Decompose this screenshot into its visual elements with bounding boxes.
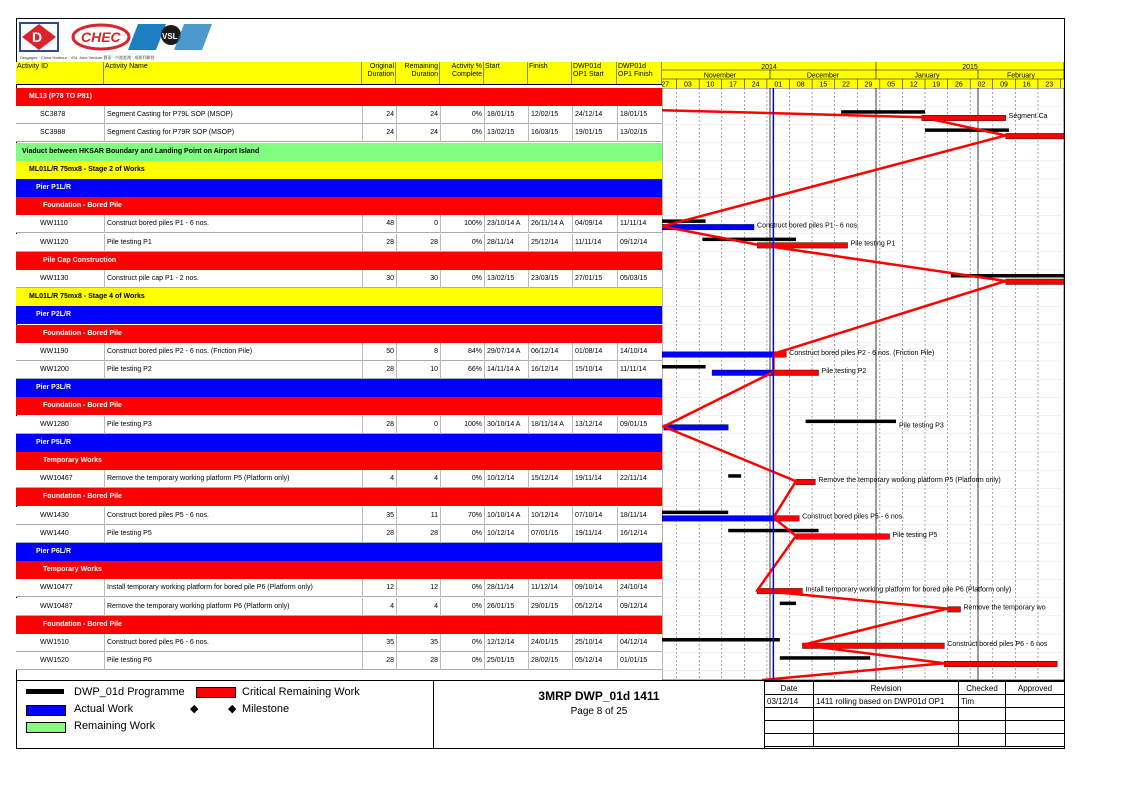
- programme-bar: [662, 365, 706, 369]
- critical-bar: [948, 607, 961, 613]
- wbs-label: Foundation - Bored Pile: [43, 402, 122, 410]
- cell-start: 29/07/14 A: [484, 343, 528, 361]
- column-header: [16, 62, 662, 85]
- wbs-band[interactable]: [16, 379, 662, 397]
- rev-checked: Tim: [959, 695, 1006, 708]
- cell-orig: 28: [362, 361, 394, 379]
- bar-label: Construct bored piles P6 - 6 nos: [947, 641, 1048, 648]
- cell-pct: 84%: [440, 343, 482, 361]
- cell-finish: 07/01/15: [528, 525, 572, 543]
- title-block: [433, 681, 765, 749]
- wbs-label: Foundation - Bored Pile: [43, 329, 122, 337]
- gantt-chart: [662, 88, 1064, 680]
- wbs-label: Temporary Works: [43, 566, 102, 574]
- table-row[interactable]: [16, 652, 662, 670]
- wbs-label: Pier P5L/R: [36, 438, 72, 446]
- cell-rem: 30: [396, 270, 438, 288]
- cell-op1s: 24/12/14: [572, 106, 617, 124]
- wbs-band[interactable]: [16, 306, 662, 324]
- cell-orig: 50: [362, 343, 394, 361]
- col-activity-name[interactable]: Activity Name: [104, 62, 362, 84]
- cell-op1f: 01/01/15: [617, 652, 662, 670]
- cell-name: Segment Casting for P79L SOP (MSOP): [104, 106, 362, 124]
- table-row[interactable]: [16, 215, 662, 233]
- legend-block: [16, 680, 1065, 750]
- table-row[interactable]: [16, 470, 662, 488]
- cell-start: 13/02/15: [484, 270, 528, 288]
- wbs-label: Pier P1L/R: [36, 184, 72, 191]
- table-row[interactable]: [16, 634, 662, 652]
- rev-description: 1411 rolling based on DWP01d OP1: [814, 695, 959, 708]
- legend-milestone-label: Milestone: [242, 703, 290, 715]
- cell-orig: 35: [362, 507, 394, 525]
- week-label: 29: [864, 81, 873, 88]
- table-row[interactable]: [16, 525, 662, 543]
- cell-orig: 28: [362, 234, 394, 252]
- month-label: November: [703, 72, 737, 80]
- table-row[interactable]: [16, 416, 662, 434]
- cell-finish: 16/03/15: [528, 124, 572, 142]
- cell-op1s: 25/10/14: [572, 634, 617, 652]
- cell-op1s: 07/10/14: [572, 507, 617, 525]
- wbs-label: Foundation - Bored Pile: [43, 202, 122, 210]
- cell-orig: 28: [362, 525, 394, 543]
- cell-pct: 0%: [440, 124, 482, 142]
- legend-programme-label: DWP_01d Programme: [74, 686, 185, 698]
- wbs-band[interactable]: [16, 88, 662, 106]
- diamond-icon: ◆: [228, 703, 237, 715]
- legend-critical-label: Critical Remaining Work: [242, 686, 360, 698]
- rev-header-revision: Revision: [814, 682, 959, 695]
- critical-bar: [1006, 133, 1064, 139]
- wbs-band[interactable]: [16, 325, 662, 343]
- cell-finish: 12/02/15: [528, 106, 572, 124]
- cell-start: 13/02/15: [484, 124, 528, 142]
- cell-name: Construct pile cap P1 - 2 nos.: [104, 270, 362, 288]
- cell-op1s: 27/01/15: [572, 270, 617, 288]
- cell-id: WW1130: [40, 275, 69, 282]
- table-row[interactable]: [16, 106, 662, 124]
- bar-label: Install temporary working platform for bored pile P6 (Platform only): [805, 586, 1012, 594]
- week-label: 08: [796, 81, 805, 88]
- col-remaining-duration[interactable]: Remaining Duration: [396, 62, 440, 84]
- week-label: 03: [683, 81, 692, 88]
- cell-name: Remove the temporary working platform P5 (Platform only): [104, 470, 362, 488]
- cell-id: WW1110: [40, 220, 68, 228]
- cell-rem: 28: [396, 652, 438, 670]
- col-percent-complete[interactable]: Activity % Complete: [440, 62, 484, 84]
- cell-orig: 4: [362, 470, 394, 488]
- cell-name: Pile testing P6: [104, 652, 362, 670]
- cell-orig: 35: [362, 634, 394, 652]
- legend-programme-swatch: [26, 689, 64, 694]
- cell-name: Construct bored piles P5 - 6 nos.: [104, 507, 362, 525]
- cell-finish: 06/12/14: [528, 343, 572, 361]
- bar-label: Segment Ca: [1008, 113, 1048, 121]
- cell-name: Pile testing P5: [104, 525, 362, 543]
- cell-op1f: 16/12/14: [617, 525, 662, 543]
- cell-start: 28/11/14: [484, 579, 528, 597]
- logo-vsl: VSL: [162, 32, 178, 41]
- cell-id: WW1520: [40, 657, 69, 665]
- wbs-label: Foundation - Bored Pile: [43, 620, 122, 628]
- critical-bar: [773, 370, 818, 376]
- cell-op1f: 11/11/14: [617, 361, 662, 379]
- cell-orig: 48: [362, 215, 394, 233]
- cell-name: Install temporary working platform for bored pile P6 (Platform only): [104, 579, 362, 597]
- actual-bar: [662, 352, 773, 358]
- cell-rem: 11: [396, 507, 438, 525]
- month-label: January: [914, 72, 940, 80]
- rev-date: 03/12/14: [765, 695, 814, 708]
- page-number: Page 8 of 25: [570, 706, 628, 717]
- critical-bar: [1006, 279, 1064, 285]
- cell-rem: 4: [396, 598, 438, 616]
- cell-pct: 0%: [440, 652, 482, 670]
- cell-id: WW1510: [40, 639, 69, 646]
- wbs-label: Pier P3L/R: [36, 384, 72, 392]
- cell-id: WW1280: [40, 420, 69, 428]
- cell-rem: 4: [396, 470, 438, 488]
- rev-header-checked: Checked: [959, 682, 1006, 695]
- rev-header-date: Date: [765, 682, 814, 695]
- timescale-svg: [662, 62, 1064, 88]
- week-label: 27: [662, 81, 670, 88]
- cell-finish: 25/12/14: [528, 234, 572, 252]
- cell-rem: 24: [396, 106, 438, 124]
- cell-rem: 28: [396, 525, 438, 543]
- cell-op1s: 13/12/14: [572, 416, 617, 434]
- logo-chec: CHEC: [81, 29, 121, 45]
- wbs-label: ML13 (P78 TO P81): [29, 93, 92, 100]
- cell-finish: 10/12/14: [528, 507, 572, 525]
- cell-pct: 0%: [440, 470, 482, 488]
- cell-pct: 100%: [440, 416, 482, 434]
- week-label: 24: [751, 81, 760, 88]
- cell-finish: 28/02/15: [528, 652, 572, 670]
- wbs-band[interactable]: [16, 252, 662, 270]
- wbs-band[interactable]: [16, 561, 662, 579]
- wbs-band[interactable]: [16, 161, 662, 179]
- timescale-header: [662, 62, 1064, 89]
- rev-header-approved: Approved: [1006, 682, 1065, 695]
- cell-pct: 0%: [440, 579, 482, 597]
- cell-start: 10/12/14: [484, 470, 528, 488]
- week-label: 16: [1022, 81, 1031, 88]
- cell-orig: 24: [362, 106, 394, 124]
- week-label: 12: [909, 81, 918, 88]
- actual-bar: [712, 370, 773, 376]
- cell-pct: 70%: [440, 507, 482, 525]
- revision-table: [764, 681, 1065, 747]
- cell-finish: 16/12/14: [528, 361, 572, 379]
- cell-pct: 0%: [440, 270, 482, 288]
- cell-op1f: 22/11/14: [617, 470, 662, 488]
- cell-op1s: 19/11/14: [572, 525, 617, 543]
- cell-id: WW10487: [40, 602, 73, 610]
- programme-bar: [780, 602, 796, 606]
- cell-orig: 12: [362, 579, 394, 597]
- cell-op1f: 05/03/15: [617, 270, 662, 288]
- table-row[interactable]: [16, 361, 662, 379]
- cell-rem: 10: [396, 361, 438, 379]
- cell-op1s: 19/01/15: [572, 124, 617, 142]
- cell-name: Construct bored piles P1 - 6 nos.: [104, 215, 362, 233]
- cell-finish: 23/03/15: [528, 270, 572, 288]
- programme-bar: [662, 511, 728, 514]
- cell-op1f: 18/01/15: [617, 106, 662, 124]
- cell-finish: 11/12/14: [528, 579, 572, 597]
- legend-critical-swatch: [196, 687, 236, 698]
- cell-finish: 29/01/15: [528, 598, 572, 616]
- cell-name: Pile testing P2: [104, 361, 362, 379]
- week-label: 01: [774, 81, 783, 88]
- programme-bar: [925, 128, 1009, 132]
- cell-orig: 24: [362, 124, 394, 142]
- year-label: 2015: [962, 64, 978, 71]
- bar-label: Remove the temporary wo: [963, 604, 1046, 612]
- cell-start: 14/11/14 A: [484, 361, 528, 379]
- cell-pct: 0%: [440, 598, 482, 616]
- cell-start: 26/01/15: [484, 598, 528, 616]
- cell-name: Remove the temporary working platform P6 (Platform only): [104, 598, 362, 616]
- cell-start: 25/01/15: [484, 652, 528, 670]
- bar-label: Pile testing P3: [898, 422, 944, 430]
- bar-label: Pile testing P5: [892, 531, 938, 539]
- cell-start: 23/10/14 A: [484, 215, 528, 233]
- programme-bar: [702, 238, 796, 242]
- cell-id: WW1190: [40, 347, 69, 355]
- logo-d: D: [32, 29, 43, 45]
- cell-pct: 0%: [440, 525, 482, 543]
- wbs-band[interactable]: [16, 488, 662, 506]
- month-label: December: [806, 72, 840, 80]
- cell-op1f: 09/12/14: [617, 234, 662, 252]
- bar-label: Construct bored piles P5 - 6 nos.: [802, 513, 905, 521]
- cell-pct: 0%: [440, 106, 482, 124]
- cell-id: WW10467: [40, 475, 73, 483]
- wbs-band[interactable]: [16, 179, 662, 197]
- logo-caption: Dragages · China Harbour · VSL Joint Venture 寶嘉 · 中港港灣 · 威勝利聯營: [20, 55, 155, 60]
- cell-rem: 0: [396, 416, 438, 434]
- bar-label: Remove the temporary working platform P5 (Platform only): [818, 477, 1001, 485]
- week-label: 26: [954, 81, 963, 88]
- critical-bar: [796, 479, 815, 485]
- year-label: 2014: [761, 64, 777, 71]
- wbs-label: Pile Cap Construction: [43, 256, 117, 264]
- wbs-band[interactable]: [16, 288, 662, 306]
- legend-remaining-label: Remaining Work: [74, 720, 156, 732]
- cell-id: WW1430: [40, 511, 69, 519]
- cell-op1s: 11/11/14: [572, 234, 617, 252]
- wbs-band[interactable]: [16, 397, 662, 415]
- cell-finish: 24/01/15: [528, 634, 572, 652]
- table-row[interactable]: [16, 598, 662, 616]
- col-op1-finish[interactable]: DWP01d OP1 Finish: [617, 62, 662, 84]
- week-label: 19: [932, 81, 941, 88]
- wbs-band[interactable]: [16, 616, 662, 634]
- cell-rem: 12: [396, 579, 438, 597]
- legend-actual-label: Actual Work: [74, 703, 134, 715]
- bar-label: Pile testing P2: [821, 368, 867, 375]
- cell-op1s: 09/10/14: [572, 579, 617, 597]
- week-label: 05: [887, 81, 896, 88]
- bar-label: Construct bored piles P1 - 6 nos.: [757, 222, 859, 230]
- cell-op1s: 04/09/14: [572, 215, 617, 233]
- rev-approved: [1006, 695, 1065, 708]
- cell-op1s: 05/12/14: [572, 652, 617, 670]
- cell-id: SC3988: [40, 129, 66, 137]
- table-row[interactable]: [16, 579, 662, 597]
- critical-bar: [944, 661, 1057, 667]
- cell-op1s: 19/11/14: [572, 470, 617, 488]
- week-label: 17: [729, 81, 737, 88]
- cell-orig: 4: [362, 598, 394, 616]
- cell-pct: 0%: [440, 234, 482, 252]
- logo-area: [16, 20, 316, 64]
- wbs-label: Pier P6L/R: [36, 548, 72, 555]
- drawing-title: 3MRP DWP_01d 1411: [538, 689, 660, 703]
- cell-op1f: 09/01/15: [617, 416, 662, 434]
- cell-rem: 28: [396, 234, 438, 252]
- cell-start: 10/10/14 A: [484, 507, 528, 525]
- cell-orig: 30: [362, 270, 394, 288]
- col-op1-start[interactable]: DWP01d OP1 Start: [572, 62, 617, 84]
- cell-pct: 0%: [440, 634, 482, 652]
- table-row[interactable]: [16, 234, 662, 252]
- week-label: 23: [1045, 81, 1054, 88]
- wbs-band[interactable]: [16, 543, 662, 561]
- cell-finish: 18/11/14 A: [528, 416, 572, 434]
- cell-rem: 0: [396, 215, 438, 233]
- cell-finish: 15/12/14: [528, 470, 572, 488]
- logos-icon: [16, 20, 216, 54]
- wbs-label: Temporary Works: [43, 457, 102, 464]
- col-activity-id[interactable]: Activity ID: [16, 62, 104, 84]
- cell-start: 28/11/14: [484, 234, 528, 252]
- programme-bar: [780, 656, 870, 660]
- cell-finish: 26/11/14 A: [528, 215, 572, 233]
- programme-bar: [806, 420, 896, 424]
- cell-start: 12/12/14: [484, 634, 528, 652]
- cell-pct: 100%: [440, 215, 482, 233]
- table-row[interactable]: [16, 270, 662, 288]
- cell-rem: 8: [396, 343, 438, 361]
- col-start[interactable]: Start: [484, 62, 528, 84]
- cell-id: WW1200: [40, 366, 69, 373]
- week-label: 02: [977, 81, 986, 88]
- programme-bar: [841, 110, 925, 114]
- bar-label: Pile testing P1: [850, 240, 896, 248]
- legend-actual-swatch: [26, 705, 66, 716]
- critical-bar: [796, 534, 890, 540]
- cell-op1f: 24/10/14: [617, 579, 662, 597]
- week-label: 10: [706, 81, 715, 88]
- month-label: February: [1006, 72, 1036, 80]
- actual-bar: [662, 516, 773, 522]
- cell-name: Construct bored piles P6 - 6 nos.: [104, 634, 362, 652]
- wbs-label: ML01L/R 75mx8 - Stage 4 of Works: [29, 293, 145, 301]
- table-row[interactable]: [16, 507, 662, 525]
- cell-op1f: 09/12/14: [617, 598, 662, 616]
- cell-start: 18/01/15: [484, 106, 528, 124]
- table-row[interactable]: [16, 343, 662, 361]
- cell-orig: 28: [362, 416, 394, 434]
- cell-start: 10/12/14: [484, 525, 528, 543]
- wbs-band[interactable]: [16, 143, 662, 161]
- cell-name: Pile testing P3: [104, 416, 362, 434]
- wbs-label: ML01L/R 75mx8 - Stage 2 of Works: [29, 165, 145, 173]
- cell-op1f: 11/11/14: [617, 215, 662, 233]
- cell-orig: 28: [362, 652, 394, 670]
- programme-bar: [728, 474, 741, 478]
- cell-op1f: 04/12/14: [617, 634, 662, 652]
- wbs-label: Viaduct between HKSAR Boundary and Landing Point on Airport Island: [22, 147, 260, 155]
- cell-id: WW10477: [40, 584, 73, 592]
- cell-id: WW1120: [40, 238, 69, 246]
- col-original-duration[interactable]: Original Duration: [362, 62, 396, 84]
- cell-op1f: 14/10/14: [617, 343, 662, 361]
- cell-rem: 35: [396, 634, 438, 652]
- cell-op1s: 01/08/14: [572, 343, 617, 361]
- cell-op1s: 05/12/14: [572, 598, 617, 616]
- col-finish[interactable]: Finish: [528, 62, 572, 84]
- wbs-band[interactable]: [16, 197, 662, 215]
- cell-name: Segment Casting for P79R SOP (MSOP): [104, 124, 362, 142]
- wbs-label: Foundation - Bored Pile: [43, 493, 122, 501]
- week-label: 22: [842, 81, 850, 88]
- cell-id: SC3878: [40, 111, 66, 119]
- legend-remaining-swatch: [26, 722, 66, 733]
- table-row[interactable]: [16, 124, 662, 142]
- cell-id: WW1440: [40, 529, 69, 537]
- bar-label: Construct bored piles P2 - 6 nos. (Friction Pile): [789, 349, 935, 357]
- week-label: 15: [819, 81, 828, 88]
- week-label: 09: [1000, 81, 1008, 88]
- cell-start: 30/10/14 A: [484, 416, 528, 434]
- wbs-band[interactable]: [16, 452, 662, 470]
- cell-op1f: 13/02/15: [617, 124, 662, 142]
- programme-bar: [662, 638, 780, 642]
- cell-op1f: 18/11/14: [617, 507, 662, 525]
- wbs-band[interactable]: [16, 434, 662, 452]
- wbs-label: Pier P2L/R: [36, 311, 72, 319]
- diamond-icon: ◆: [190, 703, 199, 715]
- cell-rem: 24: [396, 124, 438, 142]
- cell-op1s: 15/10/14: [572, 361, 617, 379]
- cell-name: Construct bored piles P2 - 6 nos. (Friction Pile): [104, 343, 362, 361]
- cell-name: Pile testing P1: [104, 234, 362, 252]
- cell-pct: 66%: [440, 361, 482, 379]
